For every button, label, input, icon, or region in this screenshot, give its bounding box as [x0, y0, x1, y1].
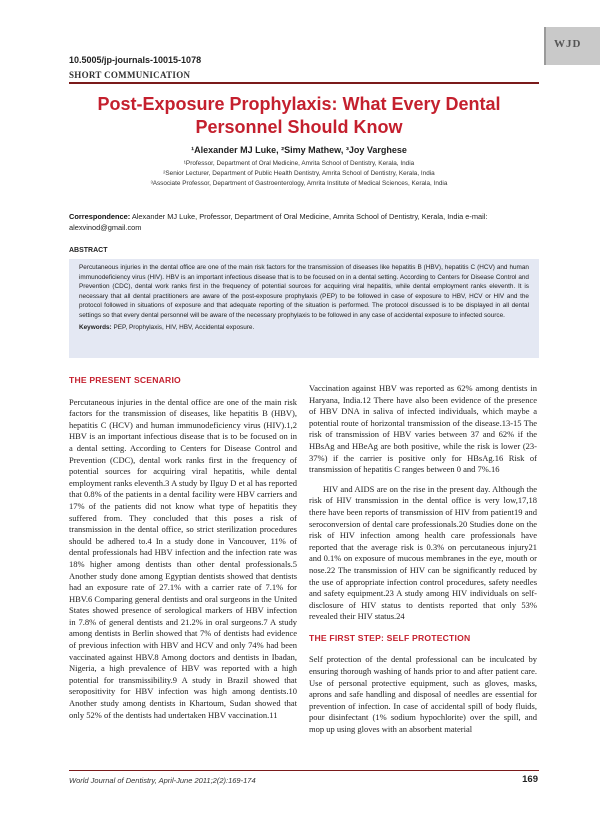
- correspondence: [69, 211, 539, 233]
- affiliation-1: ¹Professor, Department of Oral Medicine, Amrita School of Dentistry, Kerala, India: [183, 160, 415, 167]
- section-type-divider: [69, 82, 539, 84]
- abstract-box: [69, 259, 539, 358]
- keywords: [79, 323, 529, 333]
- right-column: [309, 383, 537, 744]
- paragraph: Self protection of the dental professional can be inculcated by ensuring thorough washing of hands prior to and after patient care. Use of personal protective equipment, such as gloves, masks, aprons and safe handling and disposal of needles are essential for prevention of infection. In case of accidental spill of body fluids, pour disinfectant (1% sodium hypochlorite) over the spill, and mop up using gloves with an absorbent material: [309, 654, 537, 735]
- section-type: SHORT COMMUNICATION: [69, 70, 191, 80]
- journal-badge-label: WJD: [554, 38, 582, 50]
- paragraph: Vaccination against HBV was reported as 62% among dentists in Haryana, India.12 There have also been evidence of the presence of HBV DNA in saliva of infected individuals, which maybe a potential route of horizontal transmission of the disease.13-15 The risk of transmission of HBV varies between 37 and 62% if the HBsAg and HBeAg are both positive, while the risk is lower (23-37%) if the carrier is positive only for HBsAg.16 Risk of transmission of hepatitis C ranges between 0 and 7%.16: [309, 383, 537, 475]
- authors: ¹Alexander MJ Luke, ²Simy Mathew, ³Joy Varghese: [191, 145, 407, 155]
- section-heading-present-scenario: THE PRESENT SCENARIO: [69, 375, 181, 385]
- article-title: Post-Exposure Prophylaxis: What Every Dental Personnel Should Know: [97, 94, 501, 137]
- journal-badge: [544, 27, 600, 65]
- keywords-label: Keywords:: [79, 323, 112, 331]
- keywords-text: PEP, Prophylaxis, HIV, HBV, Accidental exposure.: [113, 323, 255, 331]
- correspondence-label: Correspondence:: [69, 212, 131, 221]
- correspondence-text: Alexander MJ Luke, Professor, Department of Oral Medicine, Amrita School of Dentistry, Kerala, India e-mail: alexvinod@gmail.com: [69, 212, 488, 232]
- left-column: [69, 375, 297, 729]
- section-heading-self-protection: THE FIRST STEP: SELF PROTECTION: [309, 632, 471, 643]
- affiliation-2: ²Senior Lecturer, Department of Public Health Dentistry, Amrita School of Dentistry, Kerala, India: [163, 170, 435, 177]
- footer-divider: [69, 770, 539, 771]
- paragraph: Percutaneous injuries in the dental office are one of the main risk factors for the transmission of diseases, like hepatitis B (HBV), hepatitis C (HCV) and human immunodeficiency virus (HIV).1,2 HBV is an important infectious disease that is to be focused on in a dental setting. According to Centers for Disease Control and Prevention (CDC), dental work ranks first in the frequency of potential sources for acquiring viral hepatitis, while dental employment ranks eleventh.3 A study by Ilguy D et al has reported that 0.8% of the patients in a dental facility were HBV carriers and 17% of the patients did not know what type of hepatitis they suffered from. They concluded that this poses a risk of transmission in the dental office, so strict sterilization procedures should be adhered to.4 In a study done in Vancouver, 11% of dental professionals had HBV infection and the infection rate was 18% higher among dentists than other dental professionals.5 Another study done among Egyptian dentists showed that dentists had an exposure rate of 27.1% with a carrier rate of 7.1% for HBV.6 Comparing general dentists and oral surgeons in the United States showed presence of serological markers of HBV infection in 7.8% of general dentists and 21.2% in oral surgeons.7 A study among dentists in Berlin showed that 7% of dentists had evidence of previous infection with HBV and HCV and only 74% had been vaccinated against HBV.8 Among doctors and dentists in Ibadan, Nigeria, a high prevalence of HBV was reported with a high potential for transmissibility.9 A study in Brazil showed that seropositivity for HBV infection was high among dentists.10 Another study among dentists in Khartoum, Sudan showed that only 52% of the dentists had undertaken HBV vaccination.11: [69, 396, 297, 720]
- footer-journal: World Journal of Dentistry, April-June 2011;2(2):169-174: [69, 776, 256, 785]
- doi: 10.5005/jp-journals-10015-1078: [69, 55, 202, 65]
- affiliation-3: ³Associate Professor, Department of Gastroenterology, Amrita Institute of Medical Sciences, Kerala, India: [150, 180, 448, 187]
- paragraph: HIV and AIDS are on the rise in the present day. Although the risk of HIV transmission in the dental office is very low,17,18 there have been reports of transmission of HIV from patient19 and seroconversion of dental care professionals.20 Studies done on the risk of HIV infection among health care professionals have reported that the average risk is 0.3% on percutaneous injury21 and 0.1% on exposure of mucous membranes in the eye, mouth or nose.22 The transmission of HIV can be significantly reduced by the use of appropriate infection control procedures, safety needles and safety equipment.23 A study among HIV individuals on self-disclosure of HIV status to dentists reported that only 53% revealed their HIV status.24: [309, 483, 537, 622]
- abstract-heading: ABSTRACT: [69, 247, 108, 254]
- page-number: 169: [522, 774, 538, 785]
- abstract-text: Percutaneous injuries in the dental office are one of the main risk factors for the transmission of diseases like hepatitis B (HBV), hepatitis C (HCV) and human immunodeficiency virus (HIV). HBV is an important infectious disease that is to be focused on in a dental setting. According to Centers for Disease Control and Prevention (CDC), dental work ranks first in the frequency of potential sources for acquiring viral hepatitis, while dental employment ranks eleventh. It is necessary that all dental practitioners are aware of the post-exposure prophylaxis (PEP) to be followed in case of exposure to HBV, HCV or HIV and the protocol followed in situations of exposure and that adequate reporting of the situation is performed. The protocol discussed is to be displayed in all dental settings so that every dental personnel will be aware of the necessary prophylaxis to be followed in any case of accidental exposure to infected source.: [79, 264, 529, 319]
